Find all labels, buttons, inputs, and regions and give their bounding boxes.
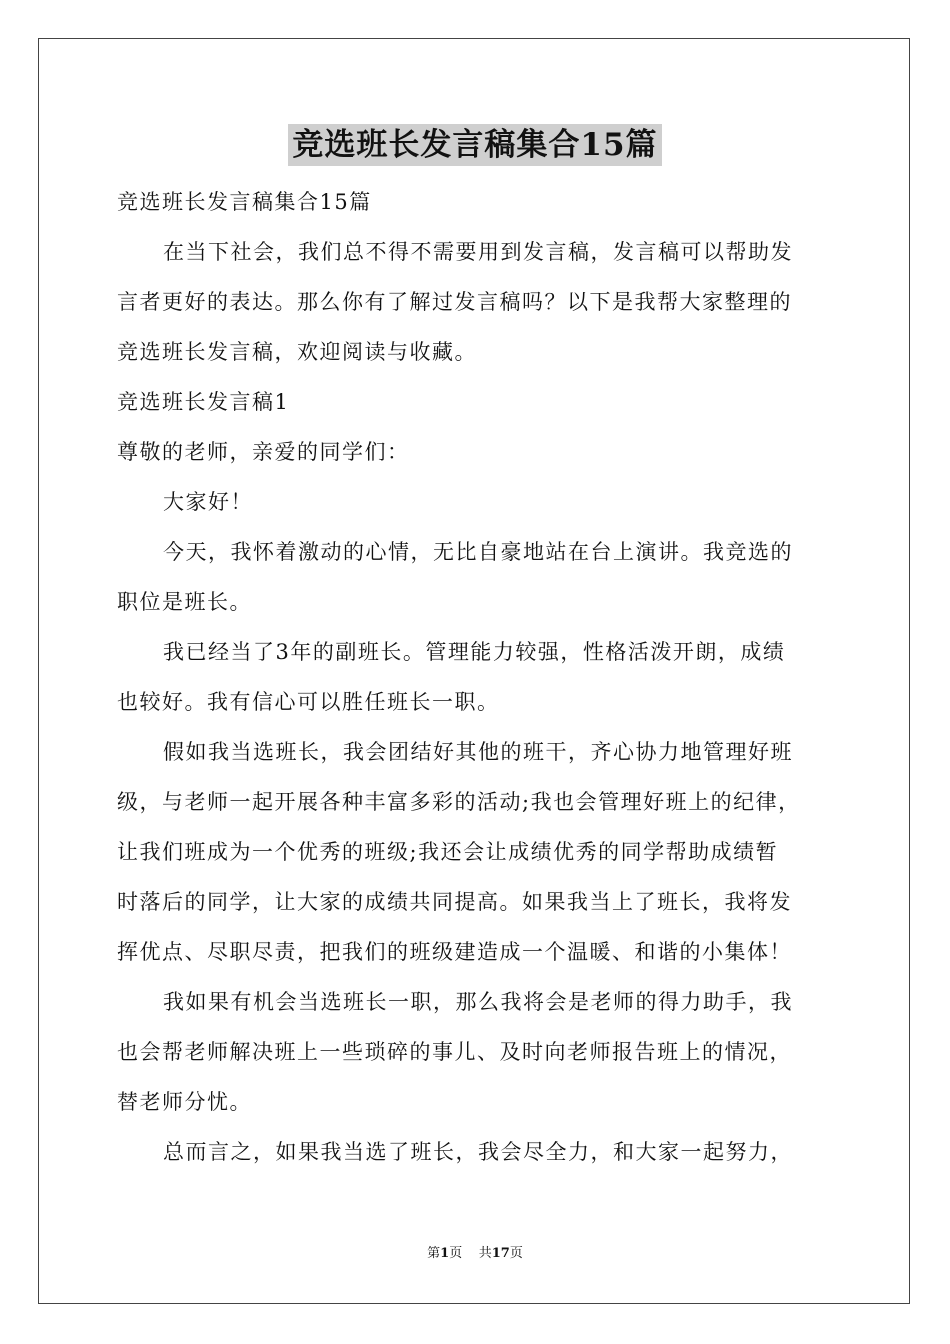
text-line: 时落后的同学，让大家的成绩共同提高。如果我当上了班长，我将发 [117, 890, 792, 914]
text-line: 也较好。我有信心可以胜任班长一职。 [117, 690, 500, 714]
text-line: 尊敬的老师，亲爱的同学们： [117, 440, 410, 464]
page-total: 17 [491, 1246, 510, 1261]
text-line: 言者更好的表达。那么你有了解过发言稿吗？以下是我帮大家整理的 [117, 290, 792, 314]
text-line: 我已经当了3年的副班长。管理能力较强，性格活泼开朗，成绩 [163, 640, 786, 664]
document-title: 竞选班长发言稿集合15篇 [288, 124, 661, 166]
page-total-prefix: 共 [478, 1246, 492, 1261]
text-line: 总而言之，如果我当选了班长，我会尽全力，和大家一起努力， [163, 1140, 793, 1164]
text-line: 我如果有机会当选班长一职，那么我将会是老师的得力助手，我 [163, 990, 793, 1014]
text-line: 竞选班长发言稿集合15篇 [117, 190, 372, 214]
text-line: 也会帮老师解决班上一些琐碎的事儿、及时向老师报告班上的情况， [117, 1040, 792, 1064]
page-footer [0, 1244, 950, 1264]
page-number-prefix: 第 [427, 1246, 441, 1261]
text-line: 级，与老师一起开展各种丰富多彩的活动;我也会管理好班上的纪律， [117, 790, 801, 814]
text-line: 替老师分忧。 [117, 1090, 252, 1114]
text-line: 让我们班成为一个优秀的班级;我还会让成绩优秀的同学帮助成绩暂 [117, 840, 779, 864]
page-number-current: 1 [440, 1246, 450, 1261]
text-line: 竞选班长发言稿，欢迎阅读与收藏。 [117, 340, 477, 364]
page-number-suffix: 页 [449, 1246, 463, 1261]
text-line: 挥优点、尽职尽责，把我们的班级建造成一个温暖、和谐的小集体！ [117, 940, 792, 964]
text-line: 在当下社会，我们总不得不需要用到发言稿，发言稿可以帮助发 [163, 240, 793, 264]
page-total-suffix: 页 [509, 1246, 523, 1261]
text-line: 竞选班长发言稿1 [117, 390, 290, 414]
text-line: 假如我当选班长，我会团结好其他的班干，齐心协力地管理好班 [163, 740, 793, 764]
document-body [117, 177, 837, 1177]
text-line: 今天，我怀着激动的心情，无比自豪地站在台上演讲。我竞选的 [163, 540, 793, 564]
text-line: 职位是班长。 [117, 590, 252, 614]
title-wrap [0, 124, 950, 166]
text-line: 大家好！ [163, 490, 253, 514]
